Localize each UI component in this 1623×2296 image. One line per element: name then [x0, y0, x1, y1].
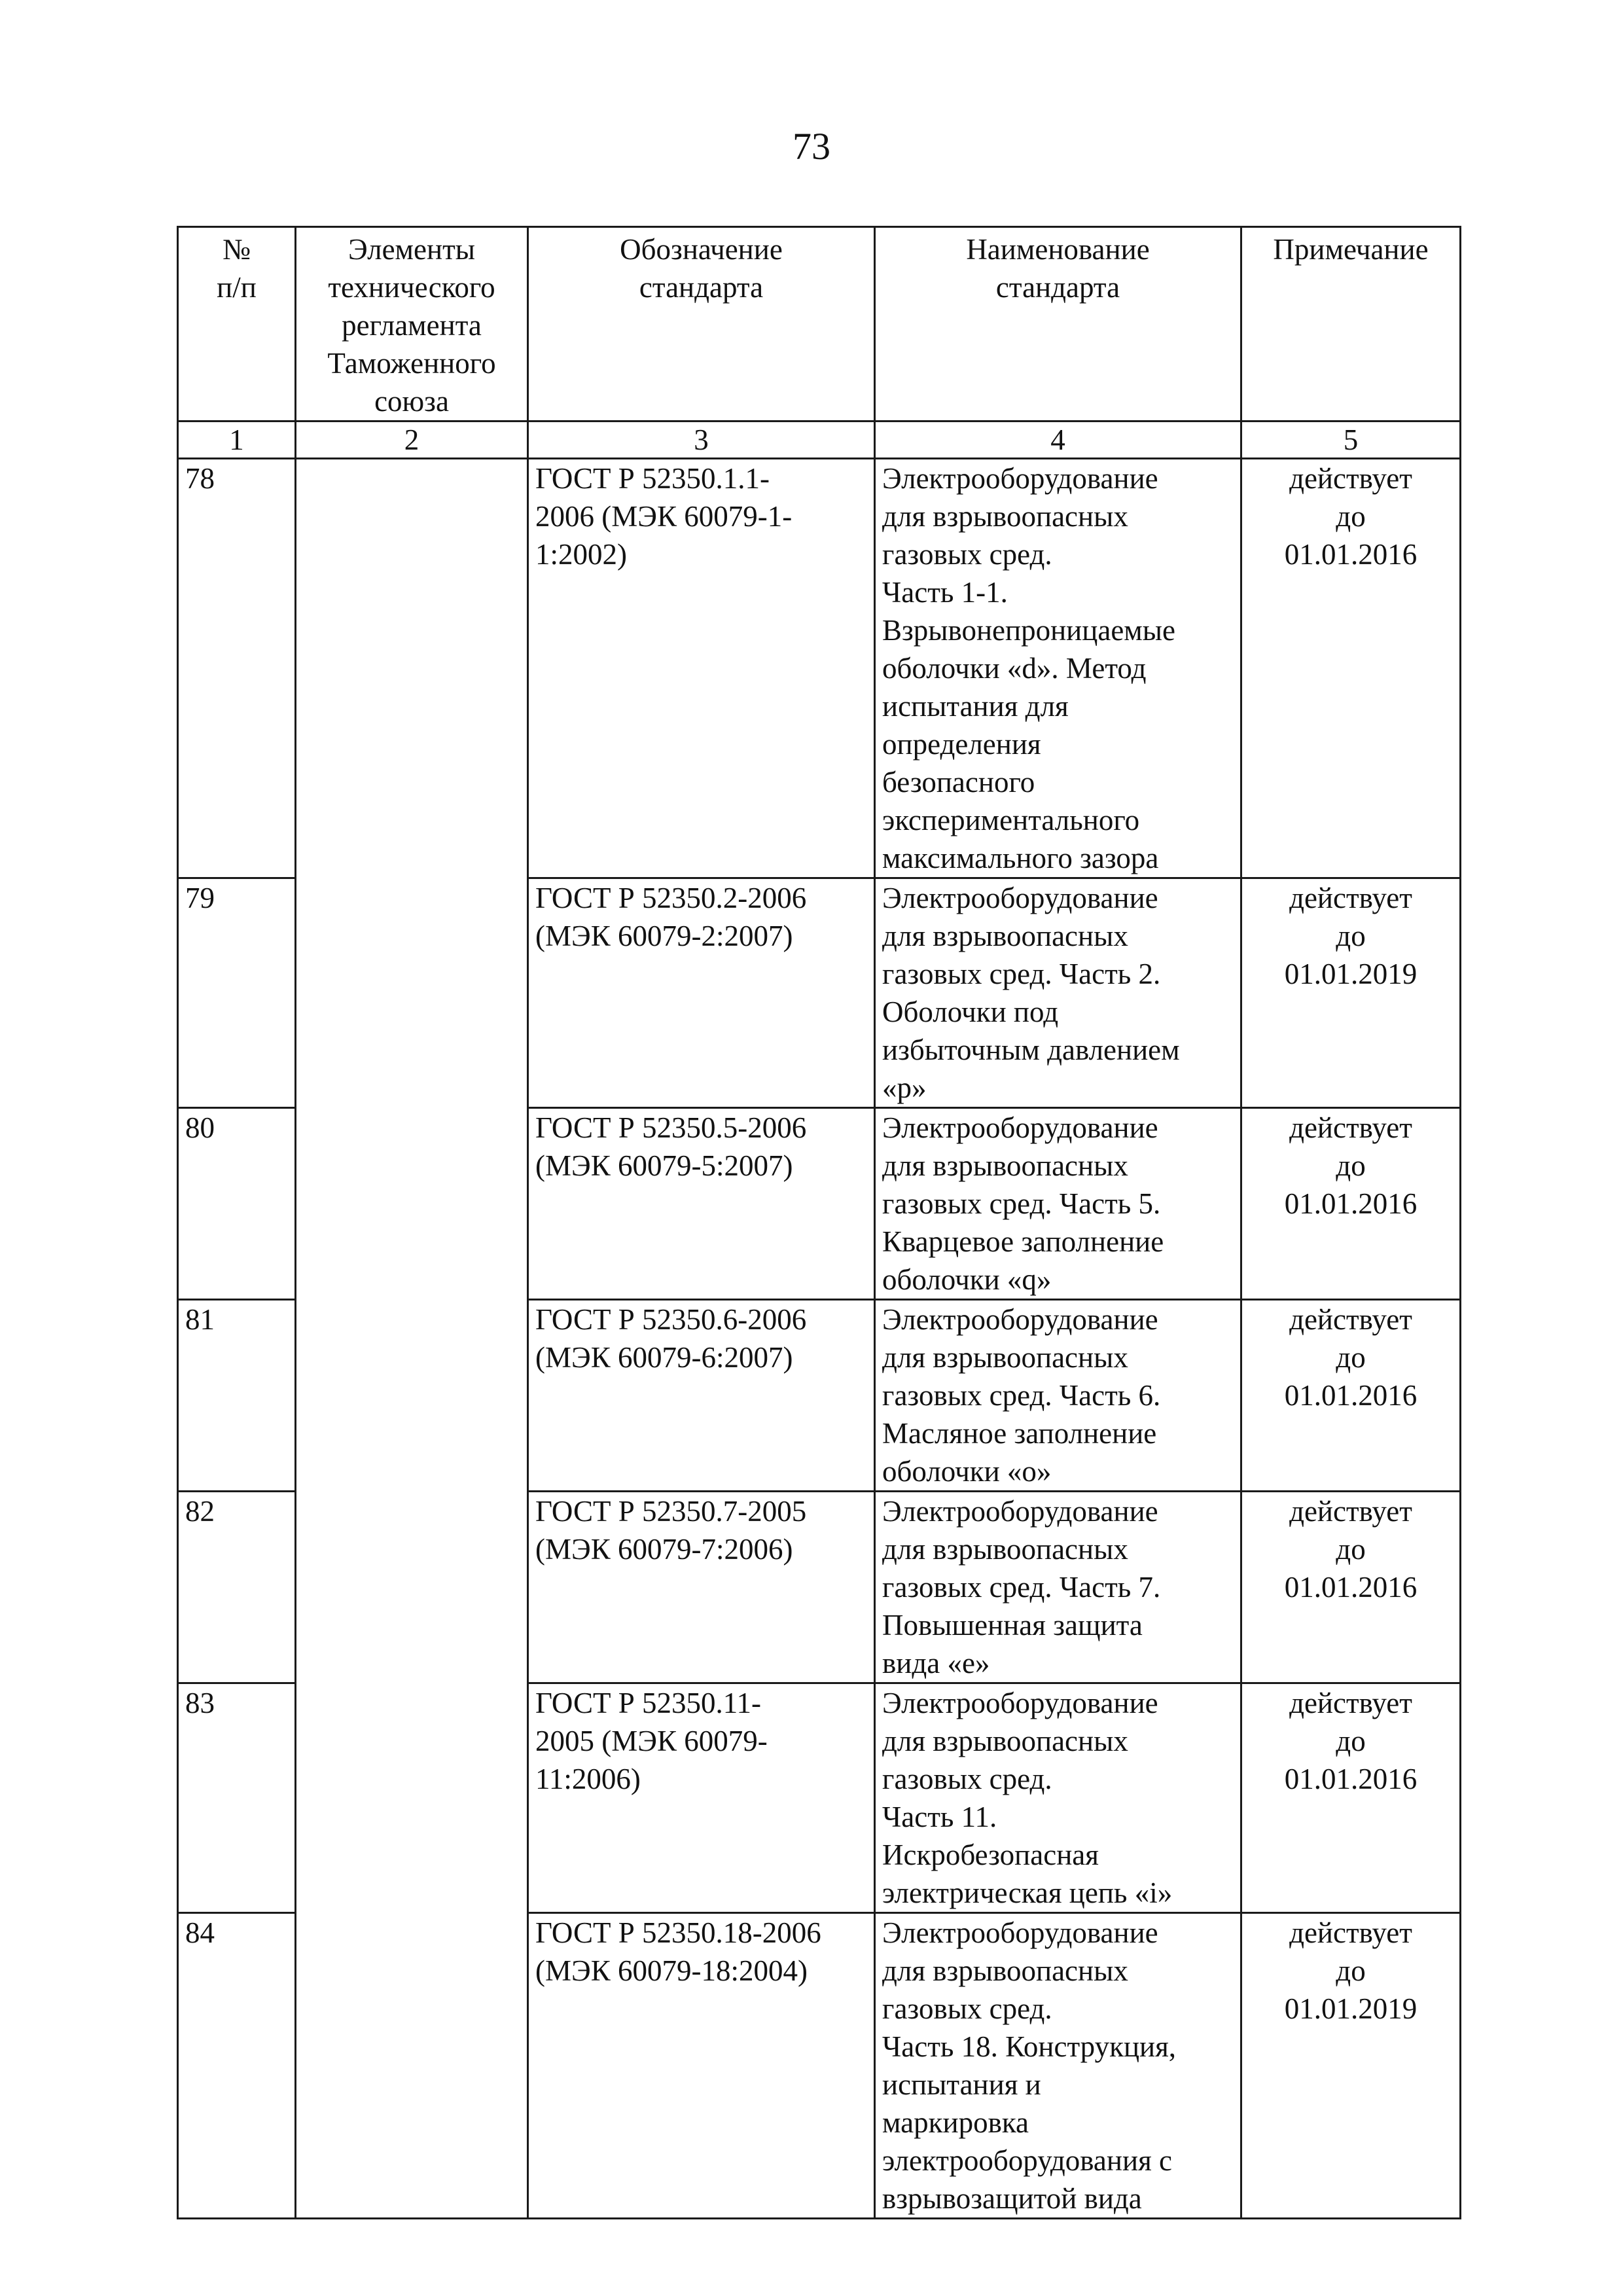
standard-code: ГОСТ Р 52350.5-2006 (МЭК 60079-5:2007)	[528, 1108, 875, 1300]
header-elements: Элементы технического регламента Таможенного союза	[296, 227, 528, 422]
standard-name: Электрооборудование для взрывоопасных газовых сред. Часть 11. Искробезопасная электрическая цепь «i»	[875, 1683, 1241, 1913]
standard-name: Электрооборудование для взрывоопасных газовых сред. Часть 2. Оболочки под избыточным давлением «р»	[875, 878, 1241, 1108]
standard-name: Электрооборудование для взрывоопасных газовых сред. Часть 5. Кварцевое заполнение оболочки «q»	[875, 1108, 1241, 1300]
column-number: 3	[528, 422, 875, 459]
row-number: 82	[178, 1492, 296, 1683]
column-numbers-row	[178, 422, 1461, 459]
standard-code: ГОСТ Р 52350.1.1- 2006 (МЭК 60079-1- 1:2002)	[528, 459, 875, 878]
row-number: 79	[178, 878, 296, 1108]
row-number: 78	[178, 459, 296, 878]
standard-code: ГОСТ Р 52350.18-2006 (МЭК 60079-18:2004)	[528, 1913, 875, 2219]
standard-name: Электрооборудование для взрывоопасных газовых сред. Часть 7. Повышенная защита вида «е»	[875, 1492, 1241, 1683]
standard-note: действует до 01.01.2016	[1241, 1683, 1461, 1913]
standard-code: ГОСТ Р 52350.6-2006 (МЭК 60079-6:2007)	[528, 1300, 875, 1492]
row-number: 84	[178, 1913, 296, 2219]
column-number: 5	[1241, 422, 1461, 459]
standard-note: действует до 01.01.2019	[1241, 878, 1461, 1108]
standard-code: ГОСТ Р 52350.2-2006 (МЭК 60079-2:2007)	[528, 878, 875, 1108]
row-number: 81	[178, 1300, 296, 1492]
header-name: Наименование стандарта	[875, 227, 1241, 422]
elements-cell	[296, 459, 528, 2219]
standards-table	[177, 226, 1461, 2219]
row-number: 83	[178, 1683, 296, 1913]
standard-note: действует до 01.01.2016	[1241, 1492, 1461, 1683]
standard-name: Электрооборудование для взрывоопасных газовых сред. Часть 1-1. Взрывонепроницаемые оболочки «d». Метод испытания для определения безопасного экспериментального максимального зазора	[875, 459, 1241, 878]
header-note: Примечание	[1241, 227, 1461, 422]
standard-note: действует до 01.01.2016	[1241, 1108, 1461, 1300]
standard-code: ГОСТ Р 52350.11- 2005 (МЭК 60079- 11:2006)	[528, 1683, 875, 1913]
page-number: 73	[793, 125, 830, 168]
row-number: 80	[178, 1108, 296, 1300]
standard-code: ГОСТ Р 52350.7-2005 (МЭК 60079-7:2006)	[528, 1492, 875, 1683]
header-code: Обозначение стандарта	[528, 227, 875, 422]
standard-name: Электрооборудование для взрывоопасных газовых сред. Часть 6. Масляное заполнение оболочки «о»	[875, 1300, 1241, 1492]
standard-note: действует до 01.01.2016	[1241, 1300, 1461, 1492]
column-number: 2	[296, 422, 528, 459]
header-number: № п/п	[178, 227, 296, 422]
table-header-row	[178, 227, 1461, 422]
standard-note: действует до 01.01.2016	[1241, 459, 1461, 878]
column-number: 4	[875, 422, 1241, 459]
column-number: 1	[178, 422, 296, 459]
standard-name: Электрооборудование для взрывоопасных газовых сред. Часть 18. Конструкция, испытания и маркировка электрооборудования с взрывозащитой вида	[875, 1913, 1241, 2219]
table-row	[178, 459, 1461, 878]
standard-note: действует до 01.01.2019	[1241, 1913, 1461, 2219]
